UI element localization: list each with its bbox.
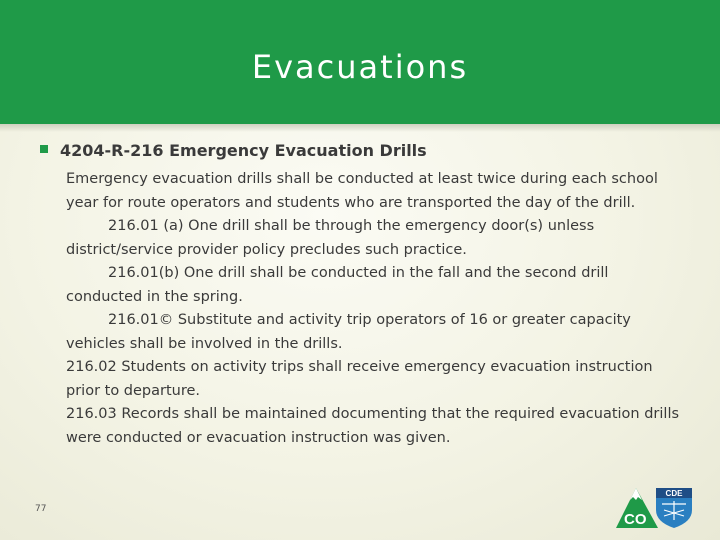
paragraph-216-01c: 216.01© Substitute and activity trip operators of 16 or greater capacity vehicles shall be involved in the drills. xyxy=(66,312,631,352)
logo-state-text: CO xyxy=(624,511,647,528)
slide-body xyxy=(66,168,686,450)
paragraph-216-01a: 216.01 (a) One drill shall be through the emergency door(s) unless district/service provider policy precludes such practice. xyxy=(66,218,595,258)
title-bar-shadow xyxy=(0,124,720,132)
paragraph-intro: Emergency evacuation drills shall be conducted at least twice during each school year for route operators and students who are transported the day of the drill. xyxy=(66,171,658,211)
cde-colorado-logo xyxy=(612,484,694,530)
slide-title: Evacuations xyxy=(251,48,469,86)
title-bar xyxy=(0,0,720,124)
page-number: 77 xyxy=(35,504,47,514)
paragraph-216-03: 216.03 Records shall be maintained documenting that the required evacuation drills were conducted or evacuation instruction was given. xyxy=(66,406,680,446)
logo-dept-text: CDE xyxy=(665,489,683,498)
paragraph-216-01b: 216.01(b) One drill shall be conducted in the fall and the second drill conducted in the spring. xyxy=(66,265,609,305)
paragraph-216-02: 216.02 Students on activity trips shall receive emergency evacuation instruction prior to departure. xyxy=(66,359,653,399)
bullet-icon xyxy=(40,145,48,153)
heading-text: 4204-R-216 Emergency Evacuation Drills xyxy=(60,141,427,160)
